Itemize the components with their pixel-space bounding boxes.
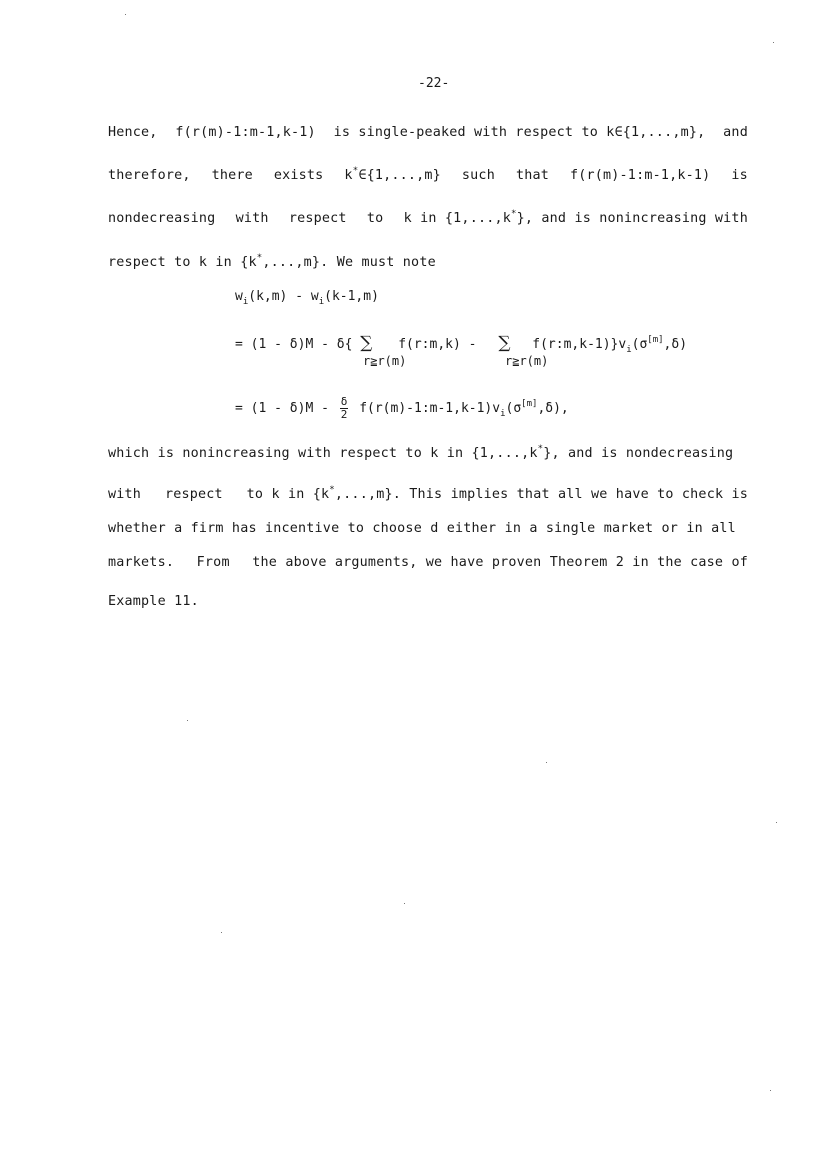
summation-index-1: r≧r(m) (363, 354, 407, 368)
math-text: (k-1,m) (324, 289, 379, 304)
scan-speck (546, 762, 547, 763)
paragraph-line: whether a firm has incentive to choose d either in a single market or in all (108, 521, 736, 536)
text-span: and (723, 125, 748, 140)
paragraph-line (108, 555, 748, 570)
text-span: is single-peaked with respect to k∈{1,...,m}, (333, 125, 706, 140)
text-span: k (344, 168, 353, 183)
superscript: [m] (521, 399, 538, 409)
subscript: i (500, 409, 506, 419)
text-span: is (731, 168, 748, 183)
equation-line-2 (235, 333, 687, 353)
math-text: ,δ), (537, 401, 569, 416)
text-span: markets. (108, 555, 175, 570)
scan-speck (125, 14, 126, 15)
text-span: From (196, 555, 230, 570)
superscript: * (256, 253, 263, 263)
equation-line-3 (235, 396, 569, 421)
text-span (404, 211, 748, 226)
scan-speck (770, 1090, 771, 1091)
scan-speck (404, 903, 405, 904)
text-span: there (211, 168, 253, 183)
math-text: = (1 - δ)M - δ{ (235, 337, 353, 352)
text-span: therefore, (108, 168, 191, 183)
paragraph-line (108, 255, 436, 270)
math-text: f(r:m,k) - (398, 337, 477, 352)
text-span: to k in {k (246, 487, 330, 502)
superscript: * (537, 444, 544, 454)
text-span: ,...,m}. This implies that all we have to check is (334, 487, 748, 502)
text-span (247, 487, 748, 502)
text-span (108, 446, 733, 461)
text-span: respect to k in {k (108, 255, 257, 270)
text-span: nondecreasing (108, 211, 216, 226)
math-text: f(r:m,k-1)}v (532, 337, 627, 352)
page-number: -22- (418, 76, 450, 91)
text-span: k in {1,...,k (403, 211, 511, 226)
scan-speck (773, 42, 774, 43)
paragraph-line: Example 11. (108, 594, 199, 609)
superscript: * (329, 485, 335, 495)
scan-speck (187, 720, 188, 721)
text-span: which is nonincreasing with respect to k in {1,...,k (108, 446, 538, 461)
text-span: exists (273, 168, 324, 183)
text-span: f(r(m)-1:m-1,k-1) (569, 168, 711, 183)
subscript: i (242, 297, 249, 307)
text-span (344, 168, 441, 183)
math-text: (σ (505, 401, 522, 416)
fraction-numerator: δ (340, 395, 348, 408)
text-span: to (366, 211, 384, 226)
scan-speck (221, 932, 222, 933)
text-span: ∈{1,...,m} (358, 168, 441, 183)
math-text: = (1 - δ)M - (235, 401, 329, 416)
scan-speck (776, 822, 777, 823)
subscript: i (318, 297, 325, 307)
text-span: }, and is nondecreasing (543, 446, 734, 461)
math-symbol: w (235, 289, 243, 304)
subscript: i (626, 345, 632, 355)
text-span: Hence, (108, 125, 158, 140)
superscript: * (511, 209, 517, 219)
text-span: ,...,m}. We must note (262, 255, 436, 270)
text-span: that (515, 168, 549, 183)
math-text: (k,m) - (248, 289, 311, 304)
paragraph-line (108, 446, 748, 461)
fraction (340, 396, 349, 421)
paragraph-line (108, 125, 748, 140)
fraction-denominator: 2 (340, 408, 348, 421)
text-span: f(r(m)-1:m-1,k-1) (175, 125, 316, 140)
summation-index-2: r≧r(m) (505, 354, 549, 368)
text-span: the above arguments, we have proven Theorem 2 in the case of (252, 555, 748, 570)
paragraph-line (108, 487, 748, 502)
paragraph-line (108, 211, 748, 226)
text-span: respect (164, 487, 223, 502)
paragraph-line (108, 168, 748, 183)
text-span: with (108, 487, 142, 502)
text-span: with (235, 211, 269, 226)
math-text: f(r(m)-1:m-1,k-1)v (359, 401, 501, 416)
math-text: (σ (631, 337, 648, 352)
superscript: * (352, 166, 359, 176)
equation-line-1 (235, 289, 379, 307)
text-span: respect (288, 211, 347, 226)
superscript: [m] (647, 335, 664, 345)
math-text: ,δ) (663, 337, 688, 352)
text-span: such (461, 168, 495, 183)
summation-symbol: ∑ (498, 333, 511, 353)
text-span: }, and is nonincreasing with (516, 211, 748, 226)
math-symbol: w (310, 289, 319, 304)
summation-symbol: ∑ (360, 333, 373, 353)
